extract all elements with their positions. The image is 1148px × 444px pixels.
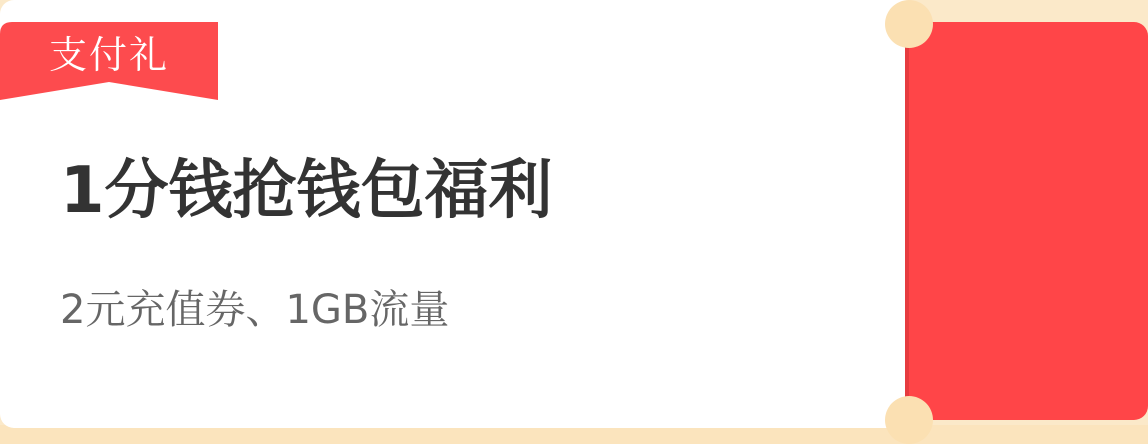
notch-top (885, 0, 933, 48)
coupon-subtitle: 2元充值券、1GB流量 (60, 287, 450, 333)
coupon-title: 1分钱抢钱包福利 (60, 154, 553, 228)
coupon-tag (0, 22, 218, 100)
coupon-stub[interactable] (907, 22, 1148, 420)
notch-bottom (885, 396, 933, 444)
coupon-stub-edge (905, 22, 909, 420)
coupon-tag-label: 支付礼 (48, 33, 169, 77)
